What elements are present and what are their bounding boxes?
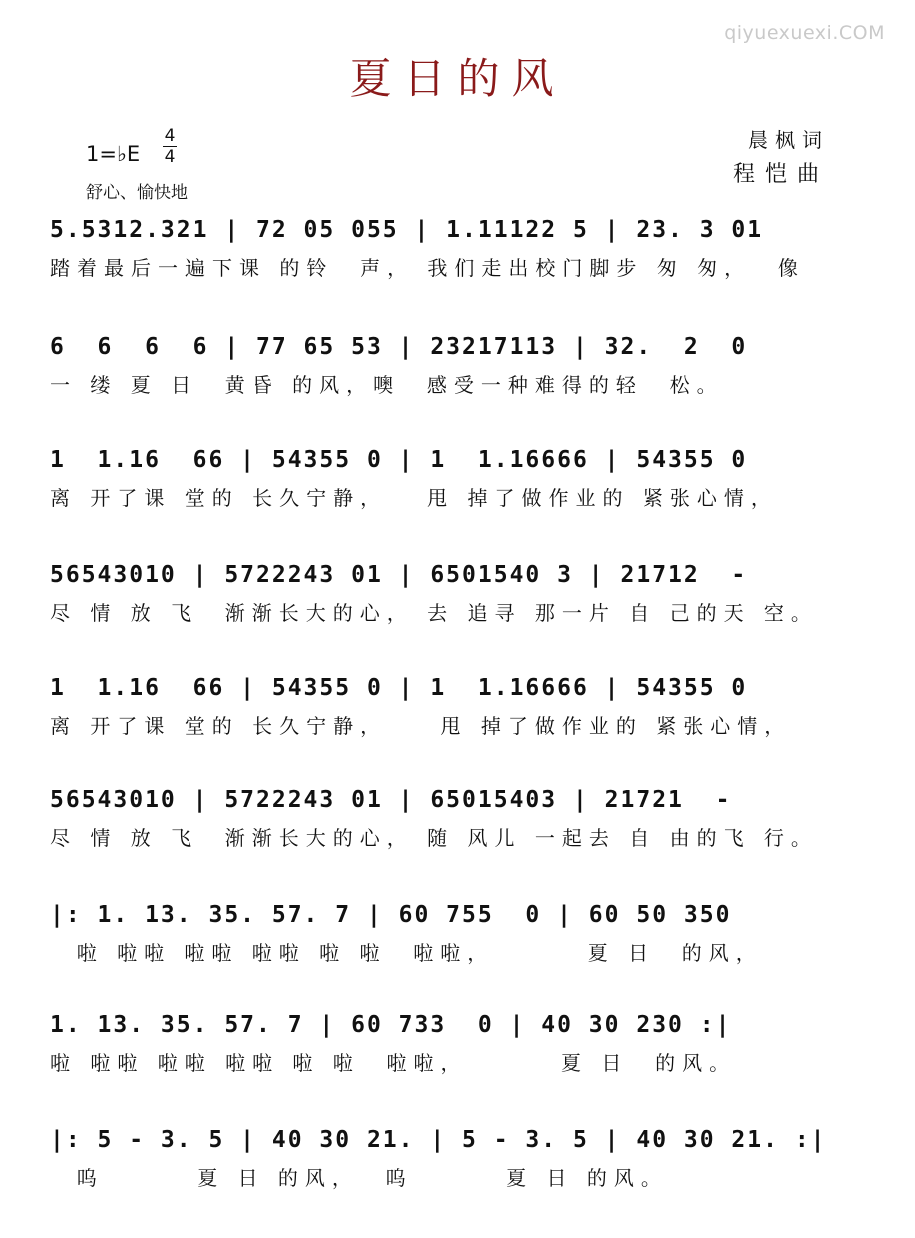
lyrics-line: 离 开了课 堂的 长久宁静， 甩 掉了做作业的 紧张心情，	[50, 714, 792, 738]
lyrics-line: 踏着最后一遍下课 的铃 声， 我们走出校门脚步 匆 匆， 像	[50, 256, 805, 280]
lyrics-line: 一 缕 夏 日 黄昏 的风，噢 感受一种难得的轻 松。	[50, 373, 724, 397]
lyrics-line: 尽 情 放 飞 渐渐长大的心， 随 风儿 一起去 自 由的飞 行。	[50, 826, 818, 850]
lyricist-credit: 晨枫词	[748, 128, 829, 152]
notation-line: 1 1.16 66 | 54355 0 | 1 1.16666 | 54355 0	[50, 447, 748, 473]
key-signature: 1=♭E	[86, 142, 141, 166]
composer-credit: 程恺曲	[732, 162, 829, 187]
time-signature-top: 4	[164, 126, 176, 146]
notation-line: 1 1.16 66 | 54355 0 | 1 1.16666 | 54355 0	[50, 675, 748, 701]
lyrics-line: 尽 情 放 飞 渐渐长大的心， 去 追寻 那一片 自 己的天 空。	[50, 601, 818, 625]
notation-line: 6 6 6 6 | 77 65 53 | 23217113 | 32. 2 0	[50, 334, 748, 360]
score-system-9	[50, 1120, 870, 1196]
score-system-7	[50, 895, 870, 971]
score-system-5	[50, 668, 870, 744]
notation-line: |: 1. 13. 35. 57. 7 | 60 755 0 | 60 50 350	[50, 902, 732, 928]
time-signature-bottom: 4	[164, 147, 176, 167]
lyrics-line: 啦 啦啦 啦啦 啦啦 啦 啦 啦啦， 夏 日 的风。	[50, 1051, 737, 1075]
tempo-marking: 舒心、愉快地	[86, 183, 188, 203]
score-system-8	[50, 1005, 870, 1081]
score-system-6	[50, 780, 870, 856]
time-signature	[162, 126, 178, 167]
notation-line: 5.5312.321 | 72 05 055 | 1.11122 5 | 23. 3 01	[50, 217, 764, 243]
lyrics-line: 呜 夏 日 的风， 呜 夏 日 的风。	[50, 1166, 668, 1190]
lyrics-line: 离 开了课 堂的 长久宁静， 甩 掉了做作业的 紧张心情，	[50, 486, 778, 510]
notation-line: |: 5 - 3. 5 | 40 30 21. | 5 - 3. 5 | 40 30 21. :|	[50, 1127, 827, 1153]
notation-line: 56543010 | 5722243 01 | 65015403 | 21721 -	[50, 787, 732, 813]
score-system-3	[50, 440, 870, 516]
score-system-2	[50, 327, 870, 403]
score-system-1	[50, 210, 870, 286]
notation-line: 1. 13. 35. 57. 7 | 60 733 0 | 40 30 230 :|	[50, 1012, 732, 1038]
song-title: 夏日的风	[349, 54, 566, 103]
notation-line: 56543010 | 5722243 01 | 6501540 3 | 21712 -	[50, 562, 748, 588]
lyrics-line: 啦 啦啦 啦啦 啦啦 啦 啦 啦啦， 夏 日 的风，	[50, 941, 763, 965]
score-system-4	[50, 555, 870, 631]
watermark: qiyuexuexi.COM	[724, 22, 885, 44]
